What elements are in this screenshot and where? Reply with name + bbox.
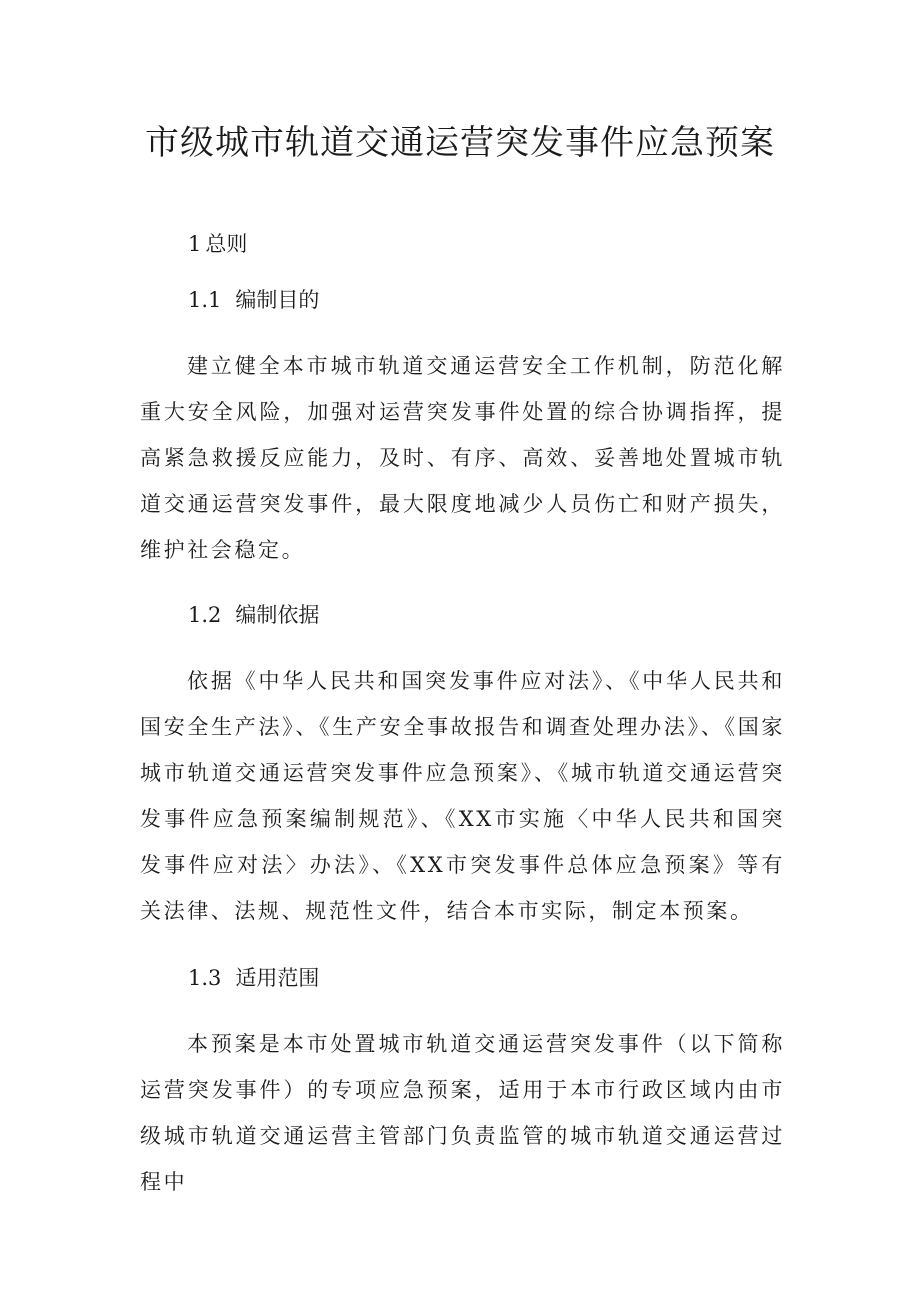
section-number: 1 — [188, 232, 202, 256]
section-heading-scope — [188, 963, 319, 993]
section-heading-purpose — [188, 285, 319, 315]
section-title: 总则 — [205, 232, 248, 256]
section-title: 编制目的 — [235, 288, 320, 312]
section-heading-general — [188, 229, 247, 259]
section-title: 适用范围 — [235, 966, 320, 990]
paragraph-scope: 本预案是本市处置城市轨道交通运营突发事件（以下简称运营突发事件）的专项应急预案，适用于本市行政区域内由市级城市轨道交通运营主管部门负责监管的城市轨道交通运营过程中 — [140, 1032, 785, 1194]
document-title: 市级城市轨道交通运营突发事件应急预案 — [145, 123, 775, 163]
section-heading-basis — [188, 600, 319, 630]
section-number: 1.1 — [188, 288, 222, 312]
paragraph-basis: 依据《中华人民共和国突发事件应对法》、《中华人民共和国安全生产法》、《生产安全事故报告和调查处理办法》、《国家城市轨道交通运营突发事件应急预案》、《城市轨道交通运营突发事件应急预案编制规范》、《XX市实施〈中华人民共和国突发事件应对法〉办法》、《XX市突发事件总体应急预案》等有关法律、法规、规范性文件，结合本市实际，制定本预案。 — [140, 669, 785, 923]
paragraph-purpose: 建立健全本市城市轨道交通运营安全工作机制，防范化解重大安全风险，加强对运营突发事件处置的综合协调指挥，提高紧急救援反应能力，及时、有序、高效、妥善地处置城市轨道交通运营突发事件，最大限度地减少人员伤亡和财产损失，维护社会稳定。 — [140, 354, 785, 562]
section-number: 1.3 — [188, 966, 222, 990]
section-number: 1.2 — [188, 603, 222, 627]
section-title: 编制依据 — [235, 603, 320, 627]
